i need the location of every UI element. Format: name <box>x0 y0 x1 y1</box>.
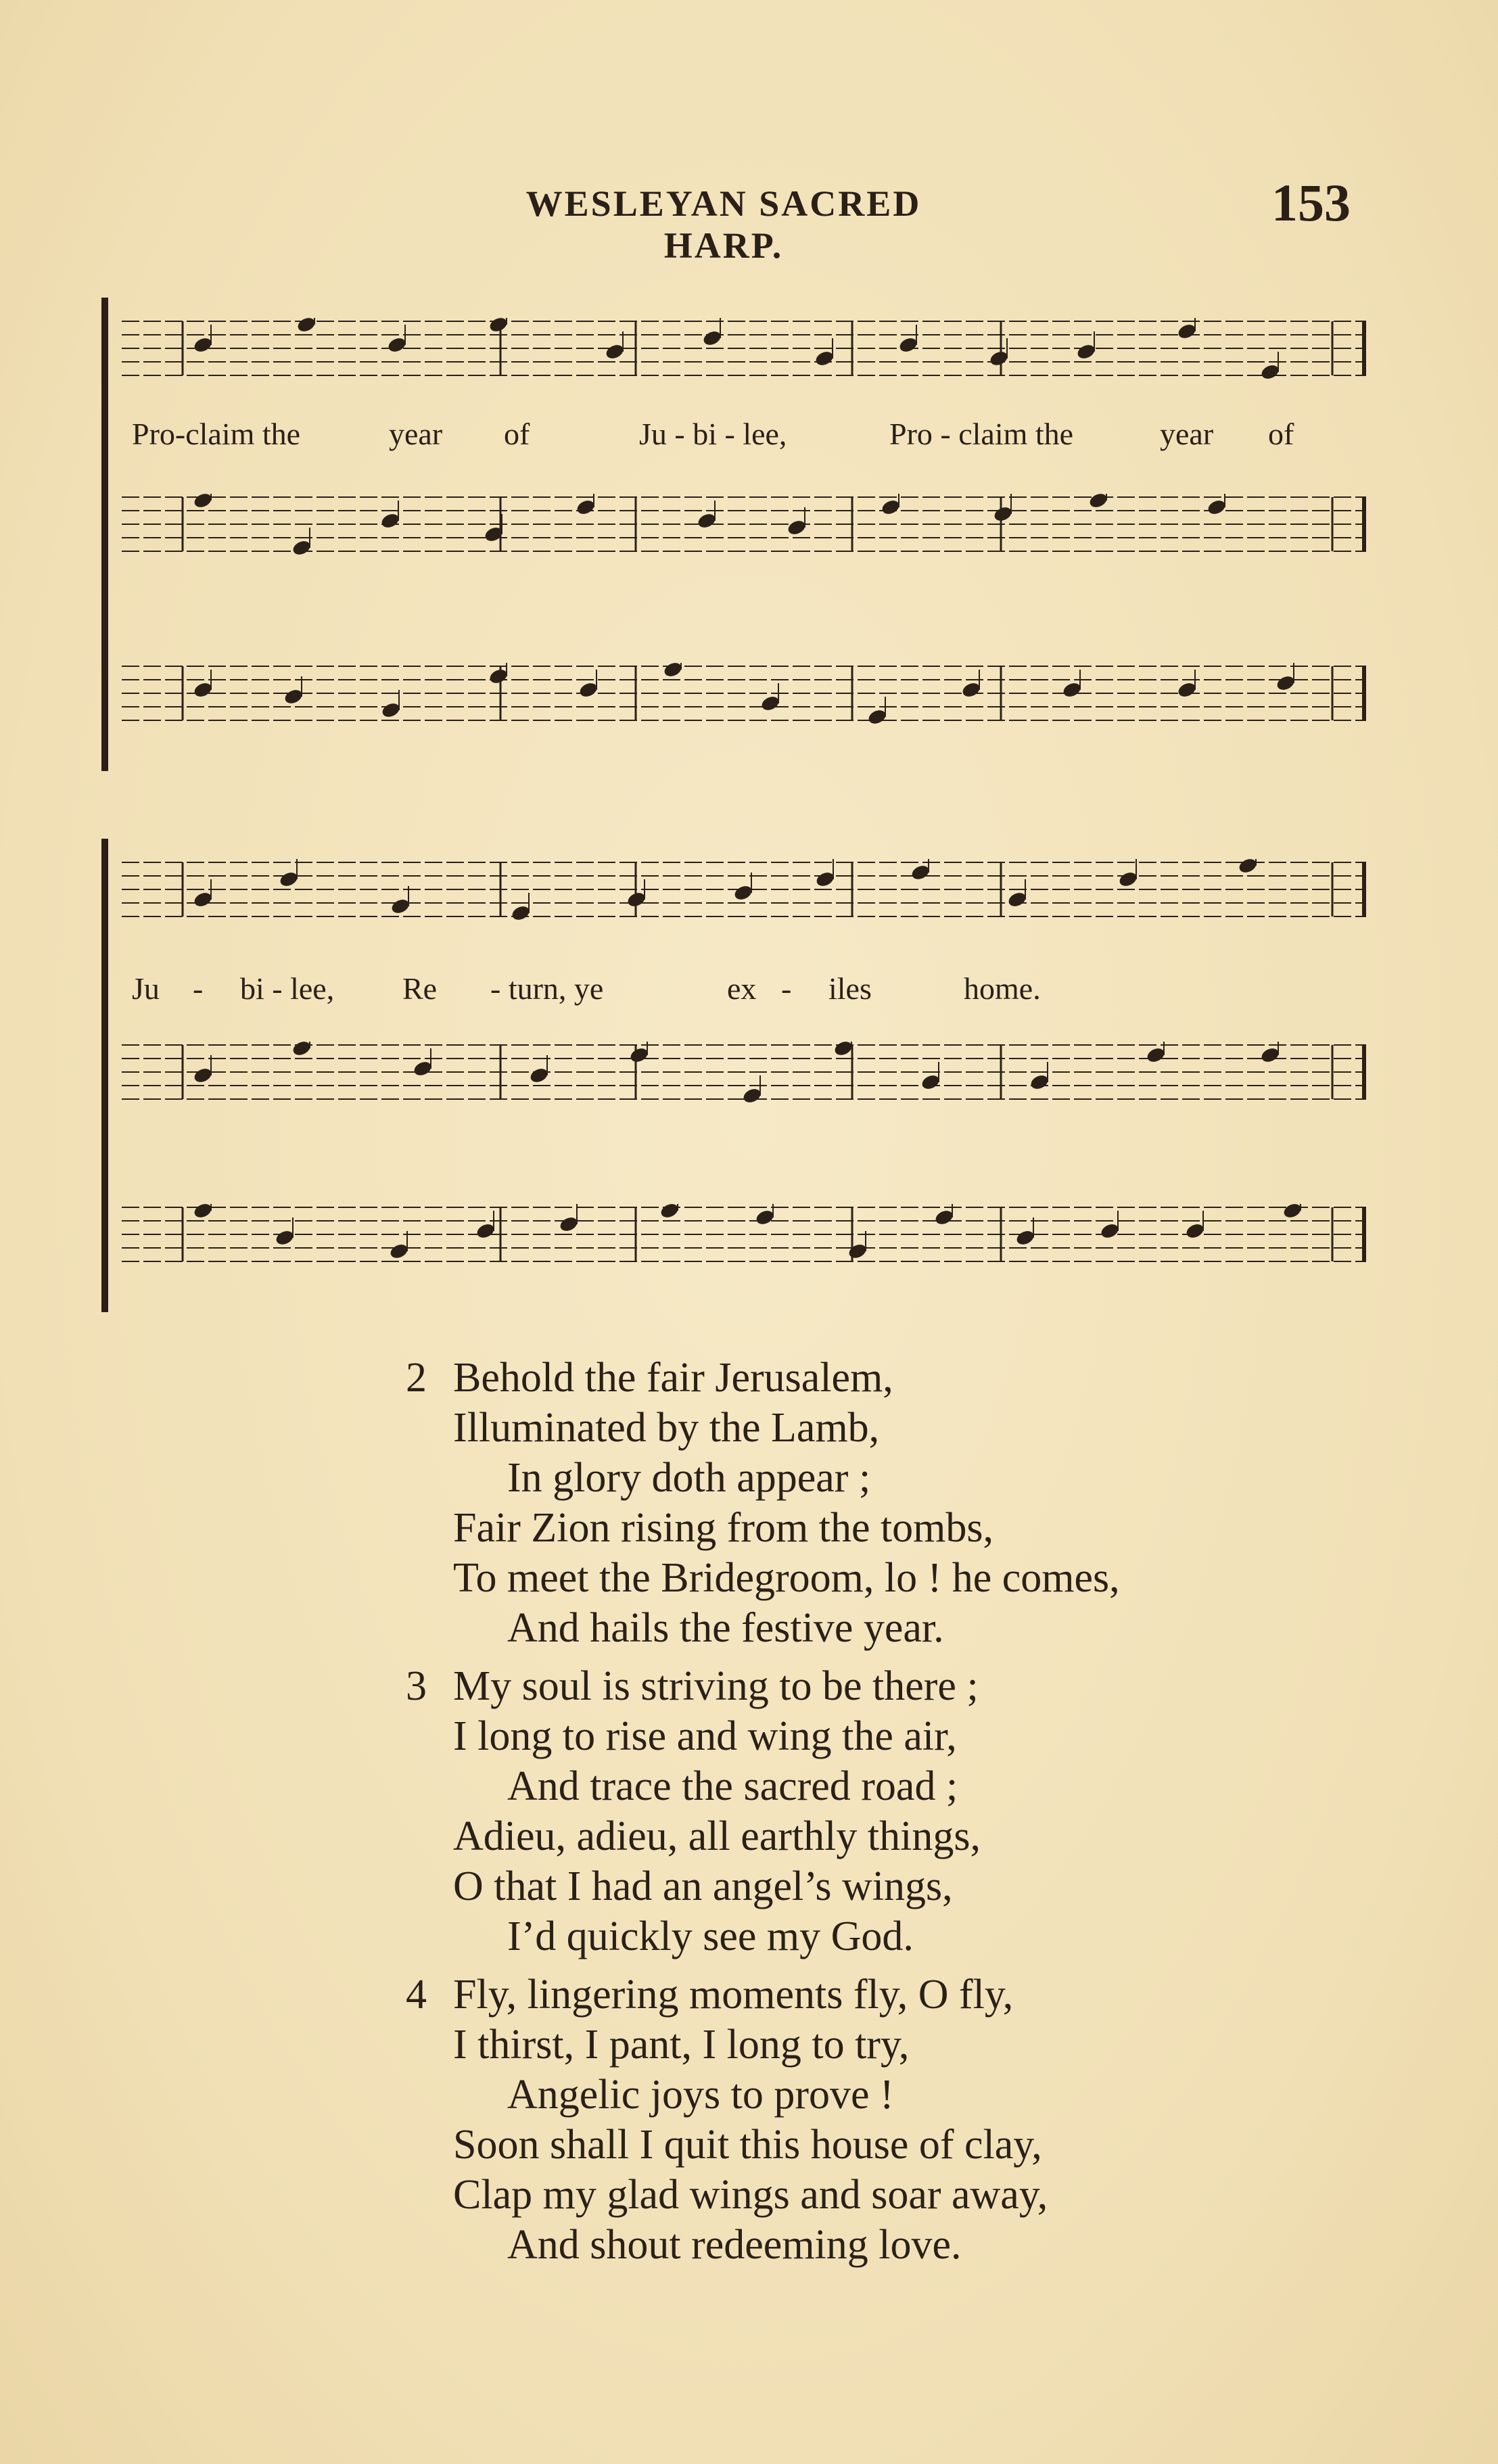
note-head <box>659 1204 680 1220</box>
verse-2 <box>406 1353 1353 1653</box>
lyric: iles <box>828 971 872 1006</box>
verse-line: I thirst, I pant, I long to try, <box>453 2022 910 2068</box>
staff-lines <box>122 663 1366 724</box>
verse-number: 3 <box>406 1663 427 1709</box>
note-head <box>291 538 312 555</box>
note-head <box>578 680 599 699</box>
verse-line: My soul is striving to be there ; <box>453 1663 979 1709</box>
staff-lines <box>122 494 1366 555</box>
note-head <box>814 349 835 367</box>
note-head <box>866 707 887 724</box>
lyric: - <box>781 971 792 1006</box>
note-head <box>192 1066 213 1084</box>
staff-treble <box>122 318 1366 379</box>
note-head <box>488 667 509 685</box>
note-head <box>988 349 1009 367</box>
note-head <box>388 1242 409 1260</box>
note-head <box>1117 870 1138 888</box>
lyric: of <box>504 417 530 451</box>
note-head <box>283 687 304 705</box>
lyric: Ju - bi - lee, <box>639 417 787 451</box>
verse-line: Adieu, adieu, all earthly things, <box>453 1813 981 1859</box>
note-head <box>897 335 918 354</box>
note-head <box>296 318 317 334</box>
note-head <box>575 498 596 516</box>
staff-bass <box>122 1204 1366 1265</box>
note-head <box>1029 1073 1050 1091</box>
note-head <box>192 335 213 354</box>
note-head <box>412 1059 433 1077</box>
staff-bass <box>122 663 1366 724</box>
note-head <box>1275 674 1296 692</box>
note-head <box>696 511 717 530</box>
note-head <box>1006 890 1027 908</box>
lyric: - turn, ye <box>490 971 604 1006</box>
verse-line: O that I had an angel’s wings, <box>453 1863 953 1909</box>
note-head <box>920 1073 941 1091</box>
note-head <box>274 1228 295 1247</box>
note-head <box>390 897 411 915</box>
verse-number: 4 <box>406 1972 427 2018</box>
lyric: bi - lee, <box>240 971 335 1006</box>
note-head <box>1176 680 1197 699</box>
lyric: year <box>1160 417 1214 451</box>
verse-line: Fly, lingering moments fly, O fly, <box>453 1972 1014 2018</box>
staff-lines <box>122 318 1366 379</box>
verse-line: Illuminated by the Lamb, <box>453 1405 880 1451</box>
note-head <box>475 1222 496 1240</box>
staff-lines <box>122 1204 1366 1265</box>
lyric: - <box>193 971 204 1006</box>
staff-alto <box>122 1042 1366 1102</box>
lyric: Pro-claim the <box>132 417 301 451</box>
verse-number: 2 <box>406 1355 427 1401</box>
lyric: Re <box>402 971 438 1006</box>
verse-line: Behold the fair Jerusalem, <box>453 1355 893 1401</box>
verse-line: I long to rise and wing the air, <box>453 1713 957 1759</box>
note-head <box>278 870 299 888</box>
hymn-verses <box>406 1353 1353 2278</box>
verse-3 <box>406 1661 1353 1961</box>
lyric: ex <box>727 971 757 1006</box>
note-head <box>1099 1222 1120 1240</box>
note-head <box>604 342 625 361</box>
note-head <box>558 1215 579 1233</box>
note-head <box>880 498 901 516</box>
note-head <box>192 890 213 908</box>
staff-lines <box>122 1042 1366 1102</box>
note-head <box>759 694 780 712</box>
note-head <box>528 1066 549 1084</box>
note-head <box>1145 1046 1166 1064</box>
note-head <box>1176 322 1197 340</box>
lyric: year <box>389 417 443 451</box>
lyrics-row-1 <box>132 416 1294 452</box>
note-head <box>960 680 981 699</box>
note-head <box>1075 342 1096 361</box>
lyrics-row-2 <box>132 971 1041 1006</box>
verse-4 <box>406 1970 1353 2270</box>
staff-treble <box>122 859 1366 920</box>
note-head <box>1061 680 1082 699</box>
verse-line: And hails the festive year. <box>507 1605 944 1651</box>
note-head <box>754 1208 775 1226</box>
verse-line: And shout redeeming love. <box>507 2222 962 2268</box>
note-head <box>291 1042 312 1058</box>
note-head <box>192 680 213 699</box>
music-system-1 <box>101 298 1373 771</box>
note-head <box>732 883 753 902</box>
verse-line: Angelic joys to prove ! <box>507 2072 894 2118</box>
note-head <box>741 1086 762 1102</box>
music-system-2 <box>101 839 1373 1312</box>
note-head <box>1259 1046 1280 1064</box>
verse-line: I’d quickly see my God. <box>507 1913 914 1959</box>
page-number: 153 <box>1271 173 1351 232</box>
note-head <box>379 511 400 530</box>
running-header: WESLEYAN SACRED HARP. <box>525 183 922 266</box>
lyric: Ju <box>132 971 160 1006</box>
note-head <box>1237 859 1258 875</box>
note-head <box>933 1208 954 1226</box>
note-head <box>910 863 931 881</box>
note-head <box>628 1046 649 1064</box>
note-head <box>1259 363 1280 379</box>
note-head <box>814 870 835 888</box>
lyric: of <box>1268 417 1294 451</box>
note-head <box>1087 494 1108 510</box>
verse-line: In glory doth appear ; <box>507 1455 871 1501</box>
note-head <box>992 505 1013 523</box>
note-head <box>847 1242 868 1260</box>
verse-line: Clap my glad wings and soar away, <box>453 2172 1048 2218</box>
note-head <box>488 318 509 334</box>
verse-line: To meet the Bridegroom, lo ! he comes, <box>453 1555 1120 1601</box>
note-head <box>1282 1204 1303 1220</box>
note-head <box>510 904 531 920</box>
note-head <box>192 1204 213 1220</box>
verse-line: And trace the sacred road ; <box>507 1763 958 1809</box>
note-head <box>701 329 722 347</box>
note-head <box>1014 1228 1035 1247</box>
note-head <box>1184 1222 1205 1240</box>
staff-lines <box>122 859 1366 920</box>
note-head <box>786 518 807 536</box>
verse-line: Fair Zion rising from the tombs, <box>453 1505 994 1551</box>
lyric: home. <box>964 971 1041 1006</box>
staff-alto <box>122 494 1366 555</box>
note-head <box>833 1042 853 1058</box>
note-head <box>662 663 683 679</box>
note-head <box>1206 498 1227 516</box>
note-head <box>386 335 407 354</box>
note-head <box>380 701 401 719</box>
lyric: Pro - claim the <box>889 417 1074 451</box>
note-head <box>192 494 213 510</box>
verse-line: Soon shall I quit this house of clay, <box>453 2122 1042 2168</box>
